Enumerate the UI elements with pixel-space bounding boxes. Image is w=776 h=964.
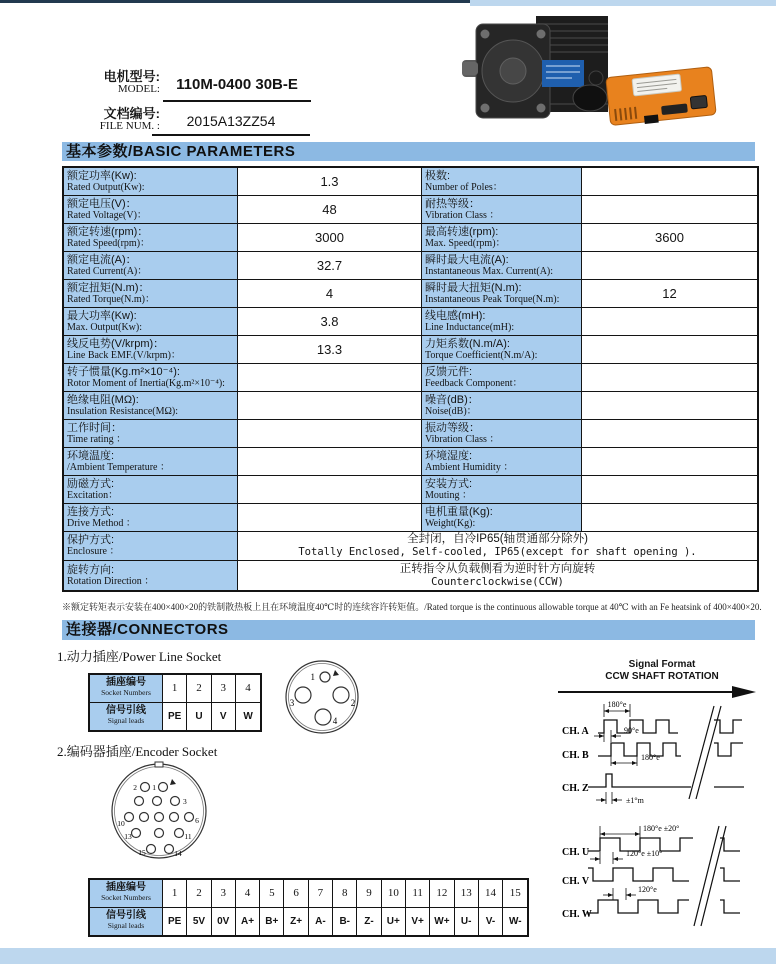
svg-text:3: 3 <box>183 797 187 806</box>
encoder-socket-signal: Z- <box>357 908 381 936</box>
param-value <box>582 364 757 391</box>
key-mark-icon <box>170 779 176 785</box>
encoder-socket-signal: V- <box>479 908 503 936</box>
param-label: 瞬时最大扭矩(N.m): Instantaneous Peak Torque(N.m): <box>422 280 582 307</box>
param-label-cn: 保护方式: <box>67 534 115 546</box>
signal-waveform-diagram <box>548 684 776 944</box>
driver-port-2 <box>690 95 707 109</box>
encoder-socket-signal: 0V <box>212 908 236 936</box>
param-row <box>64 280 757 308</box>
param-value <box>582 336 757 363</box>
svg-text:±1°m: ±1°m <box>626 796 644 805</box>
encoder-socket-number: 9 <box>357 880 381 907</box>
encoder-socket-number: 8 <box>333 880 357 907</box>
param-value <box>238 504 422 531</box>
svg-text:2: 2 <box>350 698 356 708</box>
param-value <box>582 504 757 531</box>
waveform-ch-w <box>588 900 689 913</box>
top-accent-bar <box>0 0 470 3</box>
param-label: 额定电压(V)： Rated Voltage(V)： <box>64 196 238 223</box>
power-socket-signal: W <box>243 710 253 722</box>
basic-parameters-table <box>62 166 759 592</box>
param-value-rotation: 正转指令从负载侧看为逆时针方向旋转 Counterclockwise(CCW) <box>399 562 596 588</box>
encoder-socket-number: 14 <box>479 880 503 907</box>
waveform-ch-v-cont <box>720 868 740 881</box>
param-label: 额定转速(rpm)： Rated Speed(rpm)： <box>64 224 238 251</box>
encoder-socket-signal: W- <box>509 915 522 927</box>
param-label: 工作时间： Time rating ： <box>64 420 238 447</box>
param-row <box>64 448 757 476</box>
power-socket-number: 1 <box>163 675 187 702</box>
param-value: 13.3 <box>238 336 422 363</box>
svg-text:CH. U: CH. U <box>562 847 590 858</box>
waveform-ch-w-cont <box>720 900 740 913</box>
svg-text:1: 1 <box>152 783 156 792</box>
svg-text:14: 14 <box>174 849 182 858</box>
param-label: 转子惯量(Kg.m²×10⁻⁴): Rotor Moment of Inertia(Kg.m²×10⁻⁴): <box>64 364 238 391</box>
param-row <box>64 392 757 420</box>
model-value: 110M-0400 30B-E <box>163 70 311 102</box>
encoder-socket-signal: PE <box>163 908 187 936</box>
svg-text:CH. A: CH. A <box>562 726 589 737</box>
param-row <box>64 224 757 252</box>
param-label: 力矩系数(N.m/A): Torque Coefficient(N.m/A): <box>422 336 582 363</box>
waveform-ch-z <box>588 774 691 787</box>
power-socket-signal: V <box>212 703 236 731</box>
encoder-socket-number: 13 <box>455 880 479 907</box>
waveform-ch-v <box>588 868 689 881</box>
param-label-rotation <box>64 561 238 590</box>
encoder-socket-numbers-header: 插座编号 Socket Numbers <box>90 880 163 907</box>
encoder-socket-numbers-row <box>90 880 527 908</box>
model-label-cn: 电机型号: <box>103 69 160 84</box>
rotation-arrow-icon <box>732 686 756 698</box>
encoder-socket-number: 2 <box>187 880 211 907</box>
svg-text:15: 15 <box>138 848 146 857</box>
waveform-ch-a-cont <box>714 720 742 733</box>
param-label: 额定扭矩(N.m)： Rated Torque(N.m)： <box>64 280 238 307</box>
rated-torque-footnote: ※额定转矩表示安装在400×400×20的铁制散热板上且在环境温度40℃时的连续容许转矩值。/Rated torque is the continuous allowable torque at 40℃ with an Fe heatsink of 400×400×20. <box>62 602 762 612</box>
param-value: 32.7 <box>238 252 422 279</box>
encoder-socket-number: 3 <box>212 880 236 907</box>
param-label-enclosure <box>64 532 238 560</box>
power-pin-2 <box>333 687 349 703</box>
param-row <box>64 420 757 448</box>
param-label: 环境温度: /Ambient Temperature ： <box>64 448 238 475</box>
power-socket-table <box>88 673 262 732</box>
file-label-cn: 文档编号: <box>103 106 160 121</box>
param-label: 振动等级： Vibration Class ： <box>422 420 582 447</box>
param-label: 极数: Number of Poles： <box>422 168 582 195</box>
power-socket-number: 2 <box>187 675 211 702</box>
encoder-socket-number: 6 <box>284 880 308 907</box>
power-pin-3 <box>295 687 311 703</box>
param-label: 耐热等级： Vibration Class ： <box>422 196 582 223</box>
power-socket-signal: U <box>187 703 211 731</box>
param-value: 4 <box>238 280 422 307</box>
svg-text:13: 13 <box>124 832 132 841</box>
param-label: 绝缘电阻(MΩ): Insulation Resistance(MΩ): <box>64 392 238 419</box>
param-label: 安装方式: Mouting ： <box>422 476 582 503</box>
encoder-socket-signal: U- <box>455 908 479 936</box>
motor-label <box>542 60 584 87</box>
encoder-socket-signal: B- <box>333 908 357 936</box>
param-value <box>582 308 757 335</box>
encoder-socket-signal: Z+ <box>284 908 308 936</box>
param-value: 3000 <box>238 224 422 251</box>
svg-text:CH. B: CH. B <box>562 750 589 761</box>
encoder-socket-number: 1 <box>163 880 187 907</box>
param-label: 电机重量(Kg): Weight(Kg): <box>422 504 582 531</box>
svg-text:CH. V: CH. V <box>562 876 590 887</box>
param-row <box>64 476 757 504</box>
encoder-socket-table <box>88 878 529 937</box>
param-row <box>64 308 757 336</box>
param-value: 48 <box>238 196 422 223</box>
encoder-socket-diagram <box>108 760 210 862</box>
param-label-en: Rotation Direction ： <box>67 575 155 587</box>
power-socket-signal: PE <box>163 703 187 731</box>
param-value <box>582 420 757 447</box>
bottom-accent-bar <box>0 948 776 964</box>
param-row-rotation <box>64 561 757 590</box>
param-value <box>582 196 757 223</box>
encoder-socket-signal: U+ <box>382 908 406 936</box>
file-value: 2015A13ZZ54 <box>152 108 310 136</box>
power-socket-signals-header: 信号引线 Signal leads <box>90 703 163 731</box>
param-label-en: Enclosure ： <box>67 546 120 557</box>
param-value <box>238 448 422 475</box>
param-value: 12 <box>662 286 677 301</box>
param-label: 额定功率(Kw): Rated Output(Kw): <box>64 168 238 195</box>
encoder-socket-number: 5 <box>260 880 284 907</box>
encoder-socket-number: 10 <box>382 880 406 907</box>
key-notch <box>155 762 163 767</box>
encoder-socket-signal: B+ <box>260 908 284 936</box>
param-label: 线反电势(V/krpm)： Line Back EMF.(V/krpm)： <box>64 336 238 363</box>
param-value-enclosure: 全封闭，自冷IP65(轴贯通部分除外) Totally Enclosed, Self-cooled, IP65(except for shaft opening ). <box>298 533 697 558</box>
power-socket-numbers-header: 插座编号 Socket Numbers <box>90 675 163 702</box>
section-connectors: 连接器/CONNECTORS <box>62 620 755 640</box>
param-row <box>64 504 757 532</box>
param-label: 额定电流(A)： Rated Current(A)： <box>64 252 238 279</box>
param-value <box>238 364 422 391</box>
param-label: 连接方式: Drive Method ： <box>64 504 238 531</box>
param-label: 反馈元件: Feedback Component： <box>422 364 582 391</box>
svg-text:180°e: 180°e <box>641 753 660 762</box>
param-value <box>582 448 757 475</box>
encoder-socket-signal: W+ <box>430 908 454 936</box>
power-pin-4 <box>315 709 331 725</box>
param-value: 3.8 <box>238 308 422 335</box>
param-value <box>238 392 422 419</box>
signal-format-title: Signal Format CCW SHAFT ROTATION <box>605 659 719 682</box>
svg-text:180°e ±20°: 180°e ±20° <box>643 824 680 833</box>
param-value: 1.3 <box>238 168 422 195</box>
key-mark-icon <box>333 670 339 676</box>
param-row <box>64 336 757 364</box>
svg-text:4: 4 <box>332 716 338 726</box>
param-label: 励磁方式: Excitation： <box>64 476 238 503</box>
encoder-socket-signals-row <box>90 908 527 936</box>
param-row <box>64 196 757 224</box>
param-label: 环境湿度: Ambient Humidity ： <box>422 448 582 475</box>
svg-text:10: 10 <box>117 819 125 828</box>
section-basic-parameters: 基本参数/BASIC PARAMETERS <box>62 142 755 161</box>
power-socket-diagram <box>283 658 361 736</box>
servo-motor-photo <box>462 4 612 130</box>
param-row <box>64 168 757 196</box>
svg-text:1: 1 <box>310 672 315 682</box>
encoder-socket-title: 2.编码器插座/Encoder Socket <box>57 744 218 759</box>
svg-text:180°e: 180°e <box>607 700 627 709</box>
waveform-ch-b-cont <box>714 743 743 756</box>
encoder-socket-signal: 5V <box>187 908 211 936</box>
param-label-cn: 旋转方向: <box>67 563 115 576</box>
encoder-socket-signal: A- <box>309 908 333 936</box>
model-label-en: MODEL: <box>117 83 160 95</box>
encoder-socket-number: 11 <box>406 880 430 907</box>
power-socket-numbers-row <box>90 675 260 703</box>
power-socket-signals-row <box>90 703 260 731</box>
encoder-socket-number: 12 <box>430 880 454 907</box>
power-socket-title: 1.动力插座/Power Line Socket <box>57 649 222 664</box>
power-socket-number: 3 <box>212 675 236 702</box>
file-label-en: FILE NUM. : <box>99 120 160 132</box>
param-row <box>64 252 757 280</box>
power-pin-1 <box>320 672 330 682</box>
svg-text:90°e: 90°e <box>624 726 639 735</box>
svg-text:3: 3 <box>289 698 295 708</box>
encoder-socket-signals-header: 信号引线 Signal leads <box>90 908 163 936</box>
param-row-enclosure <box>64 532 757 561</box>
svg-text:11: 11 <box>184 832 192 841</box>
power-socket-number: 4 <box>245 682 251 695</box>
svg-text:CH. Z: CH. Z <box>562 783 589 794</box>
param-label: 噪音(dB)： Noise(dB)： <box>422 392 582 419</box>
svg-text:CH. W: CH. W <box>562 909 592 920</box>
svg-text:2: 2 <box>133 783 137 792</box>
param-value <box>238 476 422 503</box>
encoder-socket-number: 4 <box>236 880 260 907</box>
encoder-socket-signal: V+ <box>406 908 430 936</box>
svg-text:120°e ±10°: 120°e ±10° <box>626 849 663 858</box>
param-value <box>582 392 757 419</box>
encoder-socket-number: 15 <box>509 887 521 900</box>
param-label: 线电感(mH): Line Inductance(mH): <box>422 308 582 335</box>
driver-photo <box>602 62 722 130</box>
waveform-ch-b <box>598 743 681 756</box>
svg-text:6: 6 <box>195 816 199 825</box>
param-label: 最大功率(Kw): Max. Output(Kw): <box>64 308 238 335</box>
param-label: 最高转速(rpm): Max. Speed(rpm)： <box>422 224 582 251</box>
param-value <box>582 168 757 195</box>
encoder-socket-number: 7 <box>309 880 333 907</box>
svg-text:120°e: 120°e <box>638 885 657 894</box>
encoder-socket-signal: A+ <box>236 908 260 936</box>
param-value <box>582 476 757 503</box>
param-value <box>582 252 757 279</box>
param-row <box>64 364 757 392</box>
param-value <box>238 420 422 447</box>
param-value: 3600 <box>655 230 684 245</box>
param-label: 瞬时最大电流(A): Instantaneous Max. Current(A): <box>422 252 582 279</box>
